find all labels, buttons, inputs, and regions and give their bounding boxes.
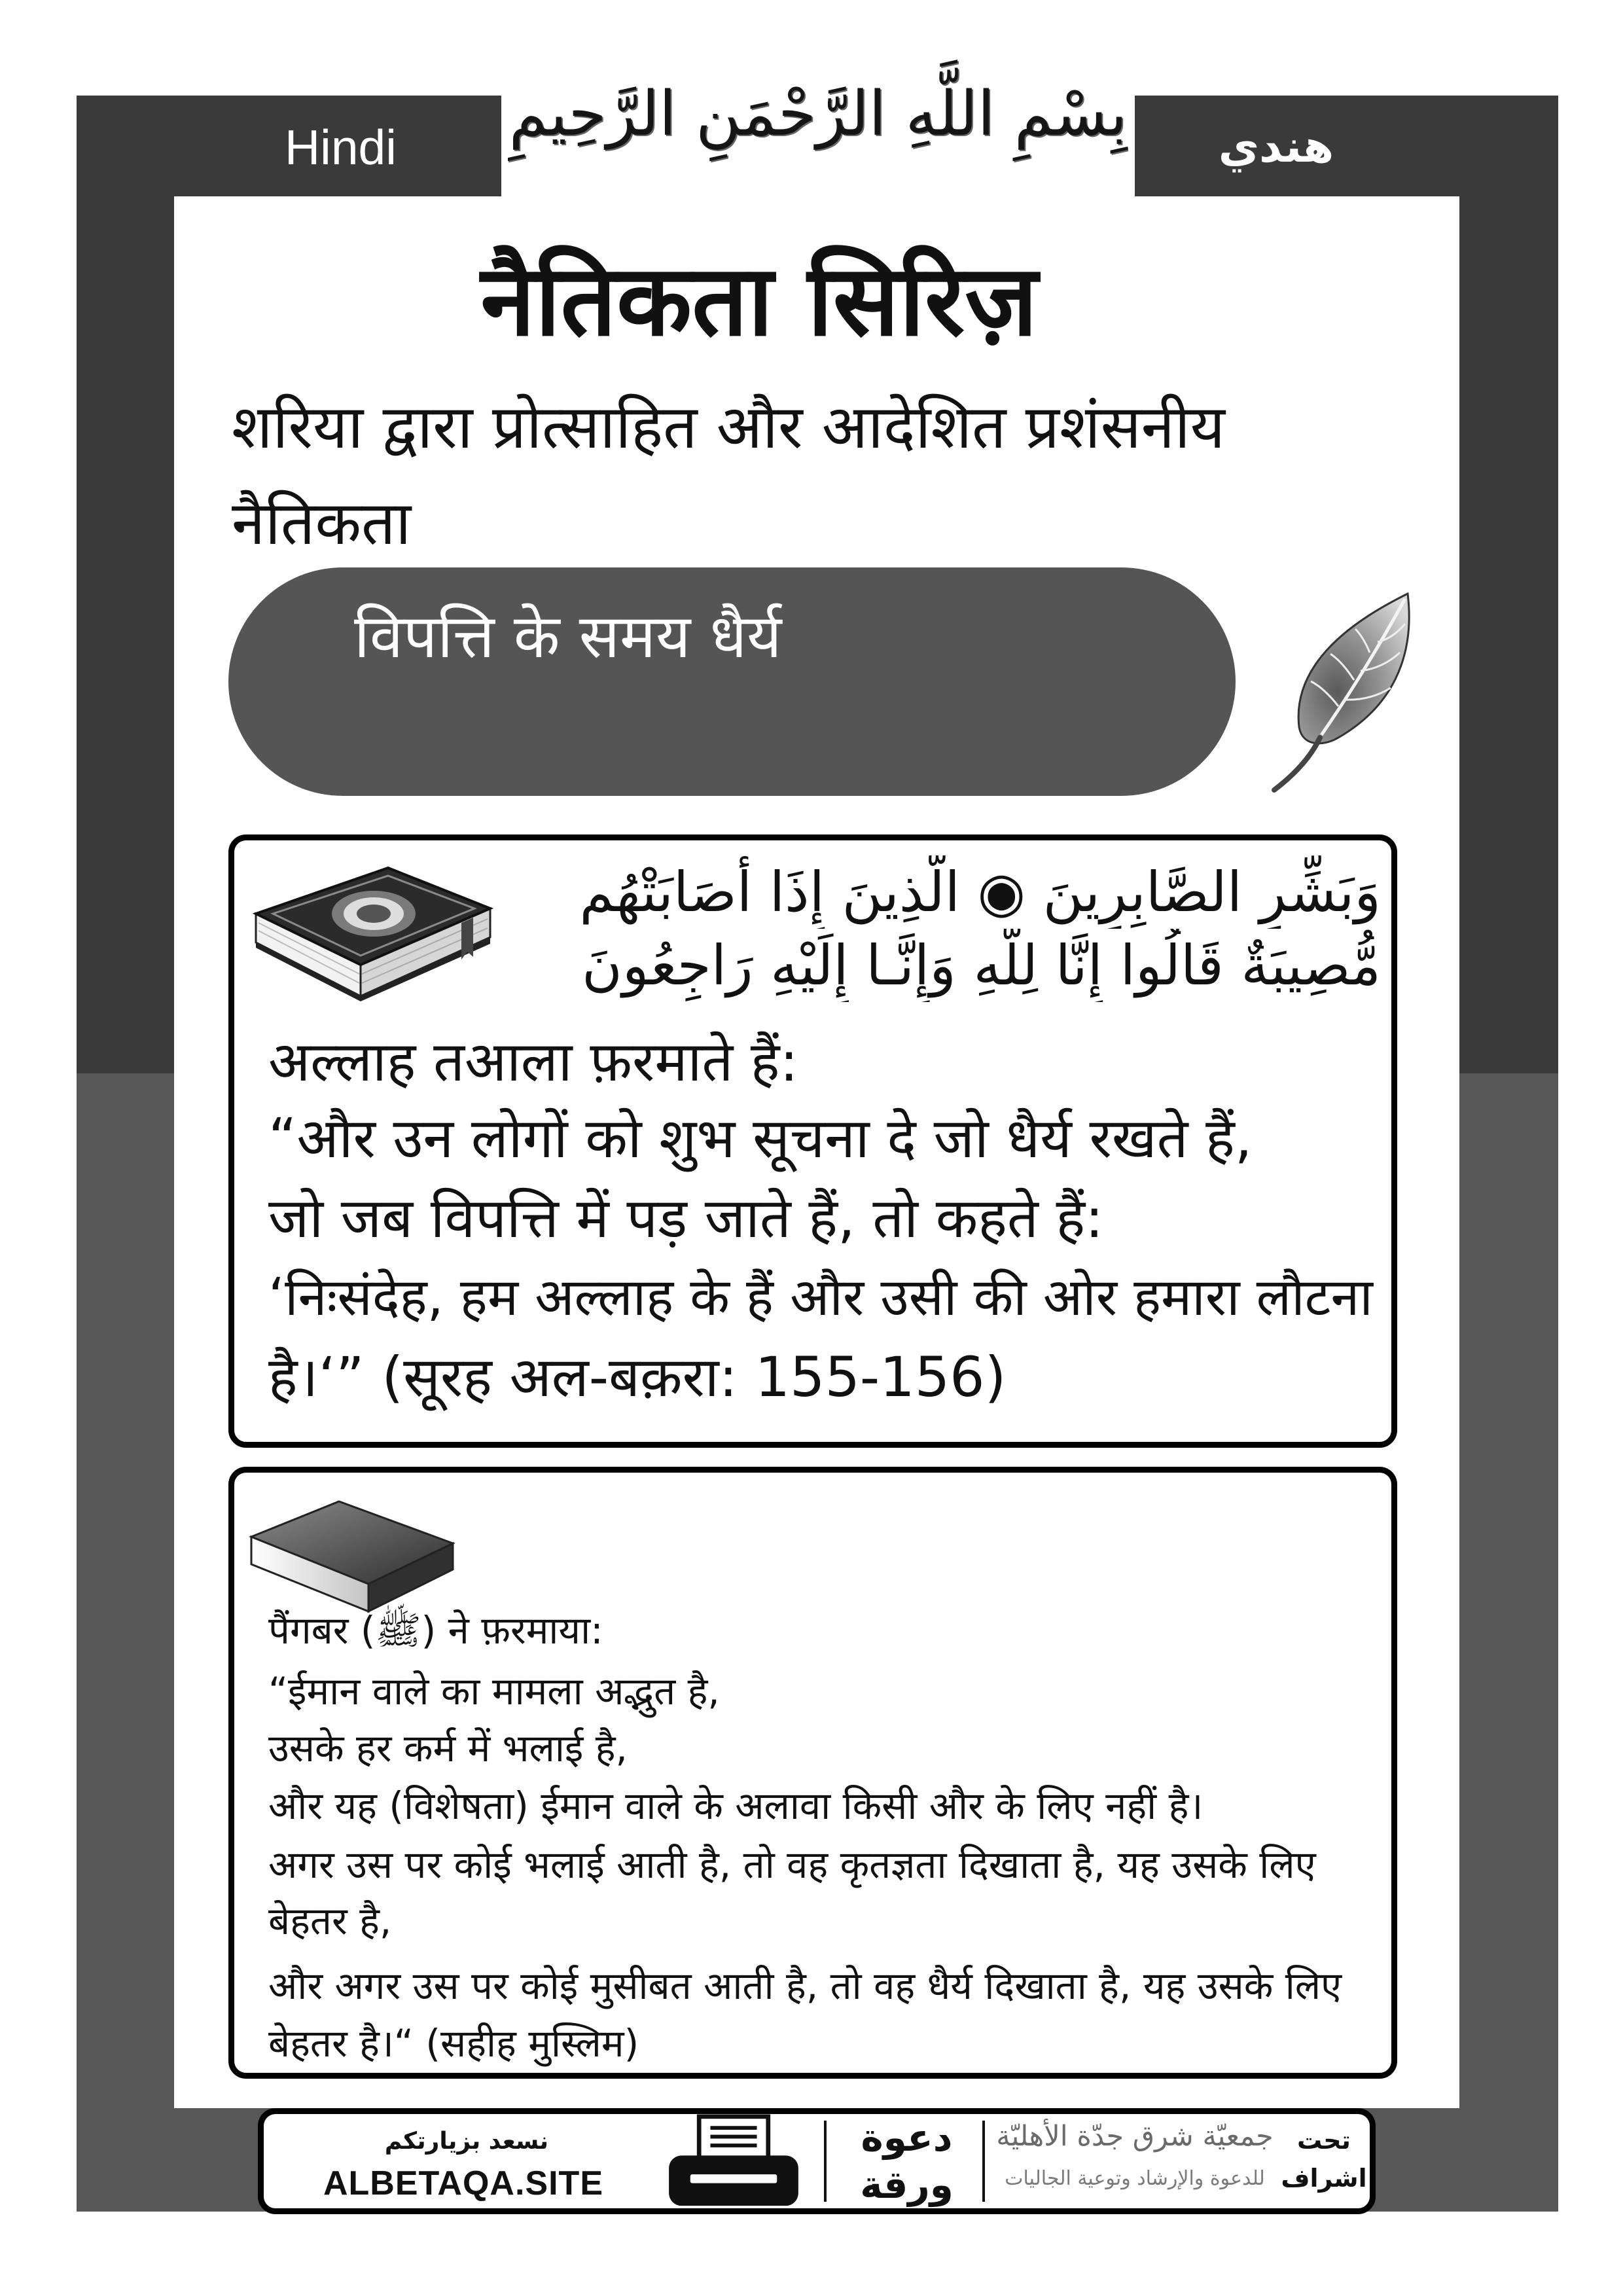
hadith-reference-line: बेहतर है।“ (सहीह मुस्लिम) <box>268 2021 639 2066</box>
hadith-line: अगर उस पर कोई भलाई आती है, तो वह कृतज्ञता दिखाता है, यह उसके लिए <box>268 1842 1316 1887</box>
quran-verse-box <box>228 834 1397 1448</box>
bismillah-calligraphy: بِسْمِ اللَّهِ الرَّحْمَنِ الرَّحِيمِ <box>508 79 1128 150</box>
subtitle-line: शरिया द्वारा प्रोत्साहित और आदेशित प्रशंसनीय <box>232 392 1226 462</box>
printer-icon <box>664 2114 804 2208</box>
quran-book-icon <box>251 863 494 1003</box>
hadith-line: और अगर उस पर कोई मुसीबत आती है, तो वह धैर्य दिखाता है, यह उसके लिए <box>268 1964 1342 2008</box>
hadith-line: बेहतर है, <box>268 1899 392 1943</box>
hadith-box <box>228 1467 1397 2079</box>
hadith-line: “ईमान वाले का मामला अद्भुत है, <box>268 1669 720 1713</box>
footer-site-name: ALBETAQA.SITE <box>323 2164 604 2202</box>
quran-arabic-line: مُّصِيبَةٌ قَالُوا إِنَّا لِلَّهِ وَإِنَّـا إِلَيْهِ رَاجِعُونَ <box>582 933 1381 997</box>
quran-translation-line: ‘निःसंदेह, हम अल्लाह के हैं और उसी की ओर हमारा लौटना <box>268 1267 1373 1327</box>
dawa-logo-bottom: ورقة <box>860 2162 954 2207</box>
language-label-english: Hindi <box>285 120 397 175</box>
footer-divider <box>982 2121 985 2202</box>
language-label-arabic: هندي <box>1218 121 1334 173</box>
quran-translation-line: जो जब विपत्ति में पड़ जाते हैं, तो कहते हैं: <box>268 1186 1104 1250</box>
hadith-line: उसके हर कर्म में भलाई है, <box>268 1726 628 1770</box>
quran-arabic-line: وَبَشِّرِ الصَّابِرِينَ ◉ الَّذِينَ إِذَا أَصَابَتْهُم <box>579 860 1381 924</box>
quran-translation-line: अल्लाह तआला फ़रमाते हैं: <box>268 1030 798 1094</box>
footer-tagline: نسعد بزيارتكم <box>384 2128 549 2155</box>
quran-translation-line: “और उन लोगों को शुभ सूचना दे जो धैर्य रखते हैं, <box>268 1106 1253 1170</box>
topic-title: विपत्ति के समय धैर्य <box>354 601 782 672</box>
footer-bar <box>258 2108 1376 2214</box>
page-title: नैतिकता सिरिज़ <box>480 244 1038 358</box>
quran-reference-line: है।‘” (सूरह अल-बक़रा: 155-156) <box>268 1345 1007 1409</box>
org-logo-subtitle: للدعوة والإرشاد وتوعية الجاليات <box>1005 2167 1265 2190</box>
footer-divider <box>824 2121 827 2202</box>
leaf-icon <box>1265 590 1415 796</box>
topic-banner <box>228 567 1236 796</box>
hadith-line: पैंगबर (ﷺ) ने फ़रमाया: <box>268 1608 603 1653</box>
supervision-label: تحت <box>1297 2126 1351 2155</box>
supervision-label: اشراف <box>1281 2164 1367 2193</box>
org-logo-name: جمعيّة شرق جدّة الأهليّة <box>996 2120 1274 2153</box>
hadith-line: और यह (विशेषता) ईमान वाले के अलावा किसी और के लिए नहीं है। <box>268 1784 1204 1828</box>
dawa-logo-top: دعوة <box>861 2115 953 2160</box>
book-icon <box>247 1496 457 1614</box>
subtitle-line: नैतिकता <box>232 488 412 558</box>
